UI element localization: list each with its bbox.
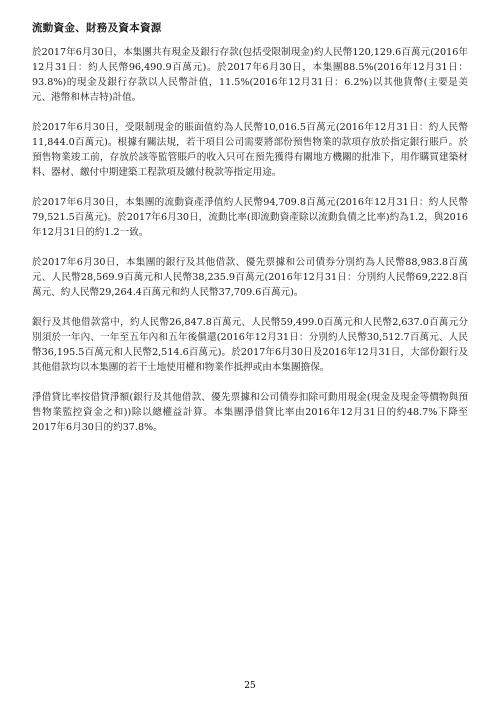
paragraph-borrowings: 於2017年6月30日，本集團的銀行及其他借款、優先票據和公司債券分別約為人民幣88,983.8百萬元、人民幣28,569.9百萬元和人民幣38,235.9百萬元(2016年12月31日：分別約人民幣69,222.8百萬元、約人民幣29,264.4百萬元和約人民幣37,709.6百萬元)。	[32, 257, 468, 298]
paragraph-net-gearing-ratio: 淨借貸比率按借貸淨額(銀行及其他借款、優先票據和公司債券扣除可動用現金(現金及現金等價物與預售物業監控資金之和))除以總權益計算。本集團淨借貸比率由2016年12月31日的約48.7%下降至2017年6月30日的約37.8%。	[32, 392, 469, 433]
paragraph-net-current-assets: 於2017年6月30日，本集團的流動資產淨值約人民幣94,709.8百萬元(2016年12月31日：約人民幣79,521.5百萬元)。於2017年6月30日，流動比率(即流動資產除以流動負債之比率)約為1.2，與2016年12月31日的約1.2一致。	[32, 197, 468, 238]
paragraph-restricted-cash: 於2017年6月30日，受限制現金的賬面值約為人民幣10,016.5百萬元(2016年12月31日：約人民幣11,844.0百萬元)。根據有關法規，若干項目公司需要將部份預售物業的款項存放於指定銀行賬戶。於預售物業竣工前，存放於該等監管賬戶的收入只可在預先獲得有關地方機關的批准下，用作購買建築材料、器材、繳付中期建築工程款項及繳付稅款等指定用途。	[32, 122, 468, 178]
paragraph-repayment-schedule: 銀行及其他借款當中，約人民幣26,847.8百萬元、人民幣59,499.0百萬元和人民幣2,637.0百萬元分別須於一年內、一年至五年內和五年後償還(2016年12月31日：分別約人民幣30,512.7百萬元、人民幣36,195.5百萬元和人民幣2,514.6百萬元)。於2017年6月30日及2016年12月31日，大部份銀行及其他借款均以本集團的若干土地使用權和物業作抵押或由本集團擔保。	[32, 317, 468, 373]
section-heading: 流動資金、財務及資本資源	[32, 22, 162, 34]
page-number: 25	[244, 681, 256, 691]
paragraph-cash-deposits: 於2017年6月30日，本集團共有現金及銀行存款(包括受限制現金)約人民幣120,129.6百萬元(2016年12月31日：約人民幣96,490.9百萬元)。於2017年6月30日，本集團88.5%(2016年12月31日：93.8%)的現金及銀行存款以人民幣計值，11.5%(2016年12月31日：6.2%)以其他貨幣(主要是美元、港幣和林吉特)計值。	[32, 47, 468, 103]
